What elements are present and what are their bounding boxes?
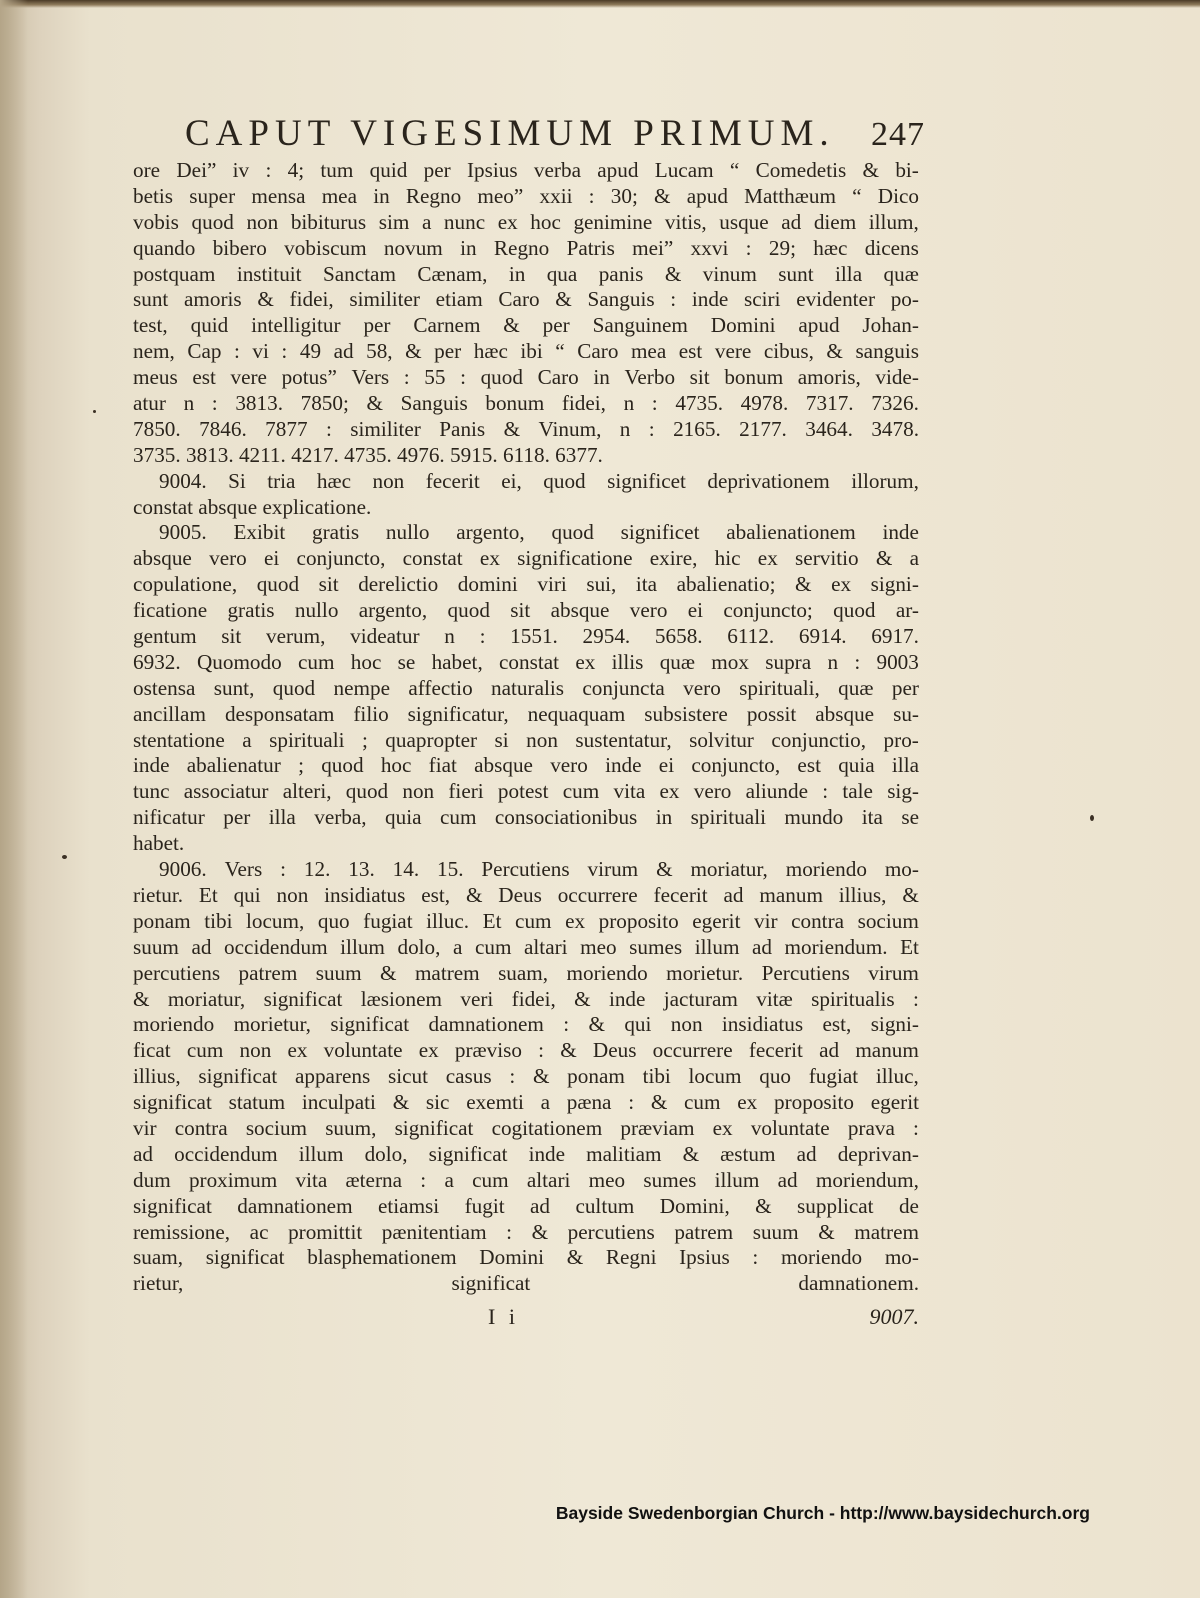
text-line [133, 1168, 919, 1194]
text-line [133, 158, 919, 184]
text-line-content: ostensa sunt, quod nempe affectio naturalis conjuncta vero spirituali, quæ per [133, 675, 919, 700]
text-line [133, 650, 919, 676]
text-line-content: 9005. Exibit gratis nullo argento, quod significet abalienationem inde [159, 520, 919, 545]
text-line-content: absque vero ei conjuncto, constat ex significatione exire, hic ex servitio & a [133, 546, 919, 571]
text-line-content: ore Dei” iv : 4; tum quid per Ipsius verba apud Lucam “ Comedetis & bi- [133, 158, 919, 182]
page-top-edge [0, 0, 1200, 8]
text-line [133, 728, 919, 754]
text-line-content: ficatione gratis nullo argento, quod sit absque vero ei conjuncto; quod ar- [133, 598, 919, 623]
text-line-content: significat damnationem etiamsi fugit ad cultum Domini, & supplicat de [133, 1193, 919, 1218]
text-line-content: moriendo morietur, significat damnationem : & qui non insidiatus est, signi- [133, 1012, 919, 1037]
text-line-content: nificatur per illa verba, quia cum consociationibus in spirituali mundo ita se [133, 805, 919, 830]
text-line [133, 702, 919, 728]
watermark-text: Bayside Swedenborgian Church - http://www.baysidechurch.org [555, 1503, 1090, 1523]
text-line [133, 469, 919, 495]
text-line-content: nem, Cap : vi : 49 ad 58, & per hæc ibi “ Caro mea est vere cibus, & sanguis [133, 339, 919, 364]
text-line-content: rietur, significat damnationem. [133, 1271, 919, 1296]
text-line-content: atur n : 3813. 7850; & Sanguis bonum fidei, n : 4735. 4978. 7317. 7326. [133, 391, 919, 416]
page-gutter [0, 0, 28, 1598]
text-line-content: significat statum inculpati & sic exemti a pæna : & cum ex proposito egerit [133, 1090, 919, 1115]
text-line [133, 779, 919, 805]
text-line-content: ad occidendum illum dolo, significat inde malitiam & æstum ad deprivan- [133, 1141, 919, 1166]
text-line [133, 1271, 919, 1297]
text-line [133, 1142, 919, 1168]
paper-speck [62, 855, 67, 859]
text-line-content: inde abalienatur ; quod hoc fiat absque vero inde ei conjuncto, est quia illa [133, 753, 919, 778]
text-line [133, 236, 919, 262]
text-line [133, 676, 919, 702]
text-line-content: rietur. Et qui non insidiatus est, & Deus occurrere fecerit ad manum illius, & [133, 882, 919, 907]
paper-speck [1090, 815, 1094, 821]
text-line-content: test, quid intelligitur per Carnem & per Sanguinem Domini apud Johan- [133, 313, 919, 338]
text-line [133, 339, 919, 365]
running-head [185, 112, 925, 160]
text-line [133, 313, 919, 339]
text-line-content: constat absque explicatione. [133, 494, 372, 519]
text-line [133, 753, 919, 779]
text-line-content: stentatione a spirituali ; quapropter si non sustentatur, solvitur conjunctio, pro- [133, 727, 919, 752]
text-line-content: suum ad occidendum illum dolo, a cum altari meo sumes illum ad moriendum. Et [133, 934, 919, 959]
body-text [133, 158, 919, 1297]
text-line [133, 520, 919, 546]
text-line-content: ancillam desponsatam filio significatur, nequaquam subsistere possit absque su- [133, 701, 919, 726]
text-line [133, 935, 919, 961]
text-line [133, 857, 919, 883]
text-line [133, 1064, 919, 1090]
text-line [133, 495, 919, 521]
text-line [133, 883, 919, 909]
text-line [133, 391, 919, 417]
text-line [133, 365, 919, 391]
text-line [133, 961, 919, 987]
text-line [133, 987, 919, 1013]
signature-mark: I i [488, 1304, 519, 1329]
text-line-content: suam, significat blasphemationem Domini & Regni Ipsius : moriendo mo- [133, 1245, 919, 1270]
text-line [133, 287, 919, 313]
text-line-content: 9006. Vers : 12. 13. 14. 15. Percutiens virum & moriatur, moriendo mo- [159, 857, 919, 882]
text-line [133, 1245, 919, 1271]
text-line [133, 1012, 919, 1038]
text-line [133, 624, 919, 650]
text-line [133, 909, 919, 935]
text-line [133, 1038, 919, 1064]
text-line-content: meus est vere potus” Vers : 55 : quod Caro in Verbo sit bonum amoris, vide- [133, 365, 919, 390]
text-line [133, 417, 919, 443]
text-line-content: tunc associatur alteri, quod non fieri potest cum vita ex vero aliunde : tale sig- [133, 779, 919, 804]
text-line-content: ficat cum non ex voluntate ex præviso : & Deus occurrere fecerit ad manum [133, 1038, 919, 1063]
text-line-content: betis super mensa mea in Regno meo” xxii : 30; & apud Matthæum “ Dico [133, 183, 919, 208]
text-line-content: & moriatur, significat læsionem veri fidei, & inde jacturam vitæ spiritualis : [133, 986, 919, 1011]
text-line [133, 598, 919, 624]
text-line [133, 1116, 919, 1142]
text-line-content: sunt amoris & fidei, similiter etiam Caro & Sanguis : inde sciri evidenter po- [133, 287, 919, 312]
text-line-content: 6932. Quomodo cum hoc se habet, constat ex illis quæ mox supra n : 9003 [133, 649, 919, 674]
text-line [133, 443, 919, 469]
text-line-content: 3735. 3813. 4211. 4217. 4735. 4976. 5915. 6118. 6377. [133, 442, 603, 467]
text-line-content: ponam tibi locum, quo fugiat illuc. Et cum ex proposito egerit vir contra socium [133, 908, 919, 933]
text-line-content: postquam instituit Sanctam Cænam, in qua panis & vinum sunt illa quæ [133, 261, 919, 286]
text-line [133, 831, 919, 857]
text-line [133, 262, 919, 288]
text-line-content: copulatione, quod sit derelictio domini viri sui, ita abalienatio; & ex signi- [133, 572, 919, 597]
page-footer [133, 1304, 919, 1334]
text-line [133, 1194, 919, 1220]
text-line-content: quando bibero vobiscum novum in Regno Patris mei” xxvi : 29; hæc dicens [133, 235, 919, 260]
text-line-content: illius, significat apparens sicut casus : & ponam tibi locum quo fugiat illuc, [133, 1064, 919, 1089]
running-title: CAPUT VIGESIMUM PRIMUM. [185, 113, 835, 154]
text-line-content: vobis quod non bibiturus sim a nunc ex hoc genimine vitis, usque ad diem illum, [133, 209, 919, 234]
text-line [133, 572, 919, 598]
text-line [133, 184, 919, 210]
text-line-content: 7850. 7846. 7877 : similiter Panis & Vinum, n : 2165. 2177. 3464. 3478. [133, 416, 919, 441]
text-line-content: dum proximum vita æterna : a cum altari meo sumes illum ad moriendum, [133, 1167, 919, 1192]
text-line-content: habet. [133, 831, 185, 856]
text-line-content: vir contra socium suum, significat cogitationem præviam ex voluntate prava : [133, 1115, 919, 1140]
paper-speck [93, 410, 96, 413]
text-line [133, 1090, 919, 1116]
text-line [133, 1220, 919, 1246]
text-line [133, 210, 919, 236]
text-line [133, 546, 919, 572]
text-line-content: percutiens patrem suum & matrem suam, moriendo morietur. Percutiens virum [133, 960, 919, 985]
text-line-content: gentum sit verum, videatur n : 1551. 2954. 5658. 6112. 6914. 6917. [133, 624, 919, 649]
text-line-content: 9004. Si tria hæc non fecerit ei, quod significet deprivationem illorum, [159, 468, 919, 493]
text-line-content: remissione, ac promittit pænitentiam : & percutiens patrem suum & matrem [133, 1219, 919, 1244]
text-line [133, 805, 919, 831]
catchword: 9007. [869, 1304, 919, 1329]
page-number: 247 [871, 116, 925, 153]
